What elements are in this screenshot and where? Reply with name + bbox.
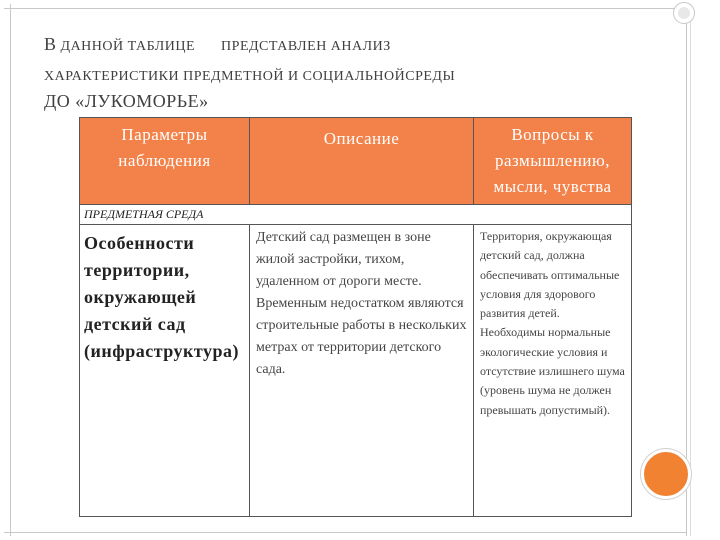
analysis-table bbox=[79, 117, 632, 517]
title-initial: В bbox=[44, 34, 57, 54]
questions-cell: Территория, окружающая детский сад, должна обеспечивать оптимальные условия для здорового развития детей. Необходимы нормальные экологические условия и отсутствие излишнего шума (уровень шума не должен превышать допустимый). bbox=[474, 225, 632, 517]
header-parameters: Параметры наблюдения bbox=[80, 118, 250, 205]
decorative-orange-circle bbox=[641, 449, 691, 499]
header-questions: Вопросы к размышлению, мысли, чувства bbox=[474, 118, 632, 205]
frame-top-line bbox=[4, 8, 686, 9]
parameter-cell: Особенности территории, окружающей детский сад (инфраструктура) bbox=[80, 225, 250, 517]
frame-left-line bbox=[10, 4, 11, 536]
frame-right-line bbox=[686, 4, 687, 536]
description-cell: Детский сад размещен в зоне жилой застройки, тихом, удаленном от дороги месте. Временным недостатком являются строительные работы в нескольких метрах от территории детского сада. bbox=[250, 225, 474, 517]
title-line-3: ДО «ЛУКОМОРЬЕ» bbox=[44, 91, 209, 111]
title-part-1: ДАННОЙ ТАБЛИЦЕ bbox=[60, 39, 196, 54]
title-part-2: ПРЕДСТАВЛЕН АНАЛИЗ bbox=[221, 39, 391, 54]
frame-bottom-line bbox=[4, 532, 686, 533]
title-line-2: ХАРАКТЕРИСТИКИ ПРЕДМЕТНОЙ И СОЦИАЛЬНОЙСРЕДЫ bbox=[44, 69, 456, 84]
frame-right-line-inner bbox=[690, 4, 691, 536]
decorative-circle-top bbox=[673, 2, 695, 24]
slide-title bbox=[44, 32, 664, 113]
section-label: ПРЕДМЕТНАЯ СРЕДА bbox=[80, 205, 632, 225]
header-description: Описание bbox=[250, 118, 474, 205]
